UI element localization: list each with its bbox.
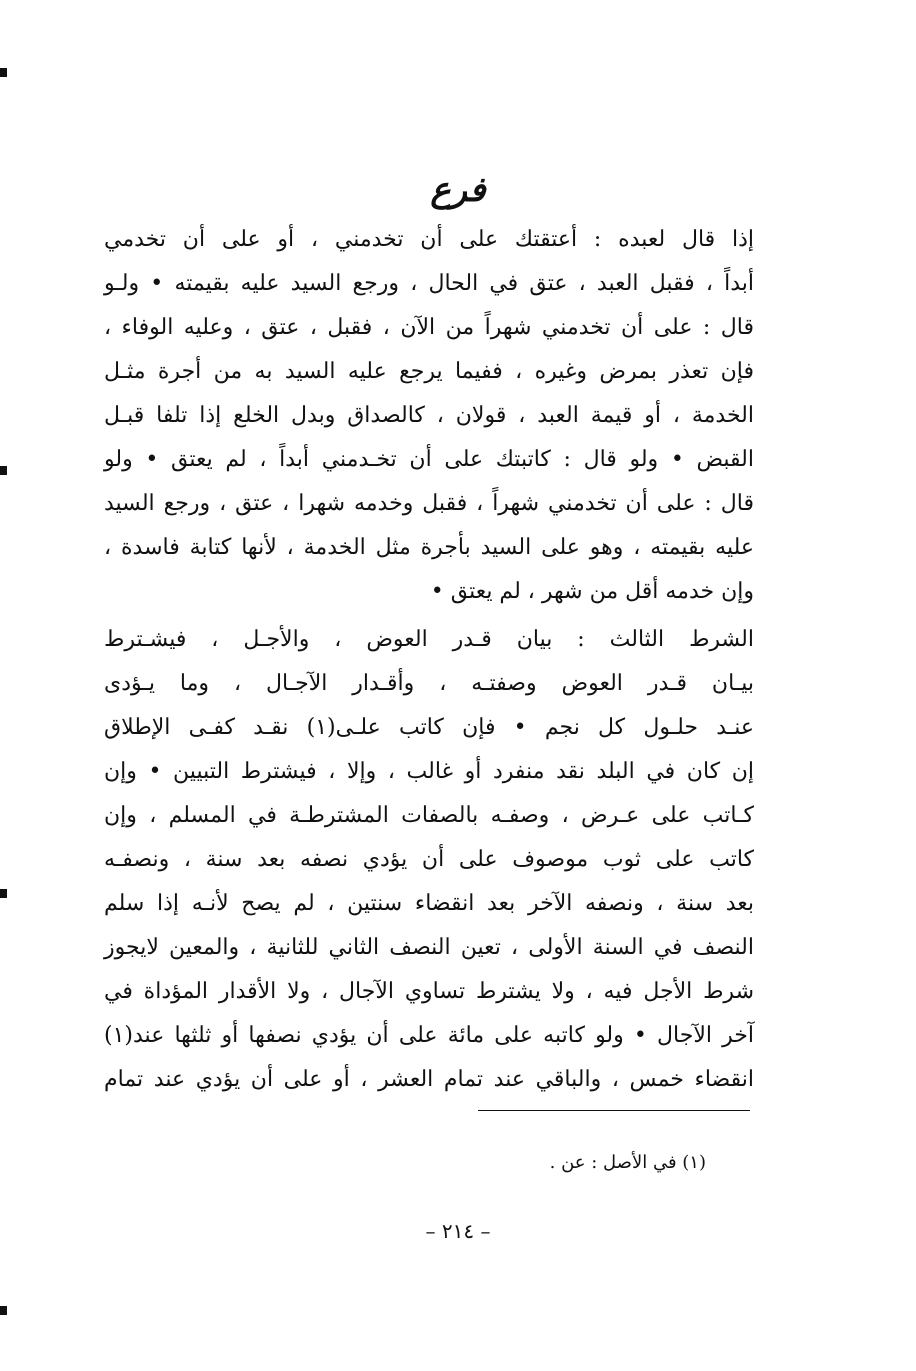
page-number: – ٢١٤ – bbox=[425, 1219, 491, 1243]
text-line: فإن تعذر بمرض وغيره ، ففيما يرجع عليه السيد به من أجرة مثـل bbox=[104, 359, 754, 384]
text-line: كاتب على ثوب موصوف على أن يؤدي نصفه بعد سنة ، ونصفـه bbox=[104, 847, 754, 872]
text-line: عنـد حلـول كل نجم • فإن كاتب علـى(١) نقـد كفـى الإطلاق bbox=[104, 715, 754, 740]
text-line: النصف في السنة الأولى ، تعين النصف الثاني للثانية ، والمعين لايجوز bbox=[104, 935, 754, 960]
scan-edge-mark bbox=[0, 1306, 7, 1315]
text-line: إن كان في البلد نقد منفرد أو غالب ، وإلا ، فيشترط التبيين • وإن bbox=[104, 759, 754, 784]
text-line: الشرط الثالث : بيان قـدر العوض ، والأجـل ، فيشـترط bbox=[104, 627, 754, 652]
text-line: بعد سنة ، ونصفه الآخر بعد انقضاء سنتين ، لم يصح لأنـه إذا سلم bbox=[104, 891, 754, 916]
footnote: (١) في الأصل : عن . bbox=[549, 1152, 706, 1173]
text-line: وإن خدمه أقل من شهر ، لم يعتق • bbox=[430, 579, 754, 604]
paragraph-1 bbox=[104, 218, 754, 614]
text-line: أبداً ، فقبل العبد ، عتق في الحال ، ورجع السيد عليه بقيمته • ولـو bbox=[104, 271, 754, 296]
text-line: كـاتب على عـرض ، وصفـه بالصفات المشترطـة في المسلم ، وإن bbox=[104, 803, 754, 828]
text-line: انقضاء خمس ، والباقي عند تمام العشر ، أو على أن يؤدي عند تمام bbox=[104, 1067, 754, 1092]
footnote-divider bbox=[478, 1110, 750, 1111]
scan-edge-mark bbox=[0, 68, 7, 77]
text-line: آخر الآجال • ولو كاتبه على مائة على أن يؤدي نصفها أو ثلثها عند(١) bbox=[104, 1023, 754, 1048]
scan-edge-mark bbox=[0, 466, 7, 475]
text-line: قال : على أن تخدمني شهراً ، فقبل وخدمه شهرا ، عتق ، ورجع السيد bbox=[104, 491, 754, 516]
text-line: الخدمة ، أو قيمة العبد ، قولان ، كالصداق وبدل الخلع إذا تلفا قبـل bbox=[104, 403, 754, 428]
text-line: بيـان قـدر العوض وصفتـه ، وأقـدار الآجـال ، وما يـؤدى bbox=[104, 671, 754, 696]
paragraph-2 bbox=[104, 618, 754, 1102]
text-line: قال : على أن تخدمني شهراً من الآن ، فقبل ، عتق ، وعليه الوفاء ، bbox=[104, 315, 754, 340]
scan-edge-mark bbox=[0, 889, 7, 898]
text-line: عليه بقيمته ، وهو على السيد بأجرة مثل الخدمة ، لأنها كتابة فاسدة ، bbox=[104, 535, 754, 560]
text-line: القبض • ولو قال : كاتبتك على أن تخـدمني أبداً ، لم يعتق • ولو bbox=[104, 447, 754, 472]
section-heading: فرع bbox=[430, 170, 486, 210]
text-line: شرط الأجل فيه ، ولا يشترط تساوي الآجال ، ولا الأقدار المؤداة في bbox=[104, 979, 754, 1004]
text-line: إذا قال لعبده : أعتقتك على أن تخدمني ، أو على أن تخدمي bbox=[104, 227, 754, 252]
